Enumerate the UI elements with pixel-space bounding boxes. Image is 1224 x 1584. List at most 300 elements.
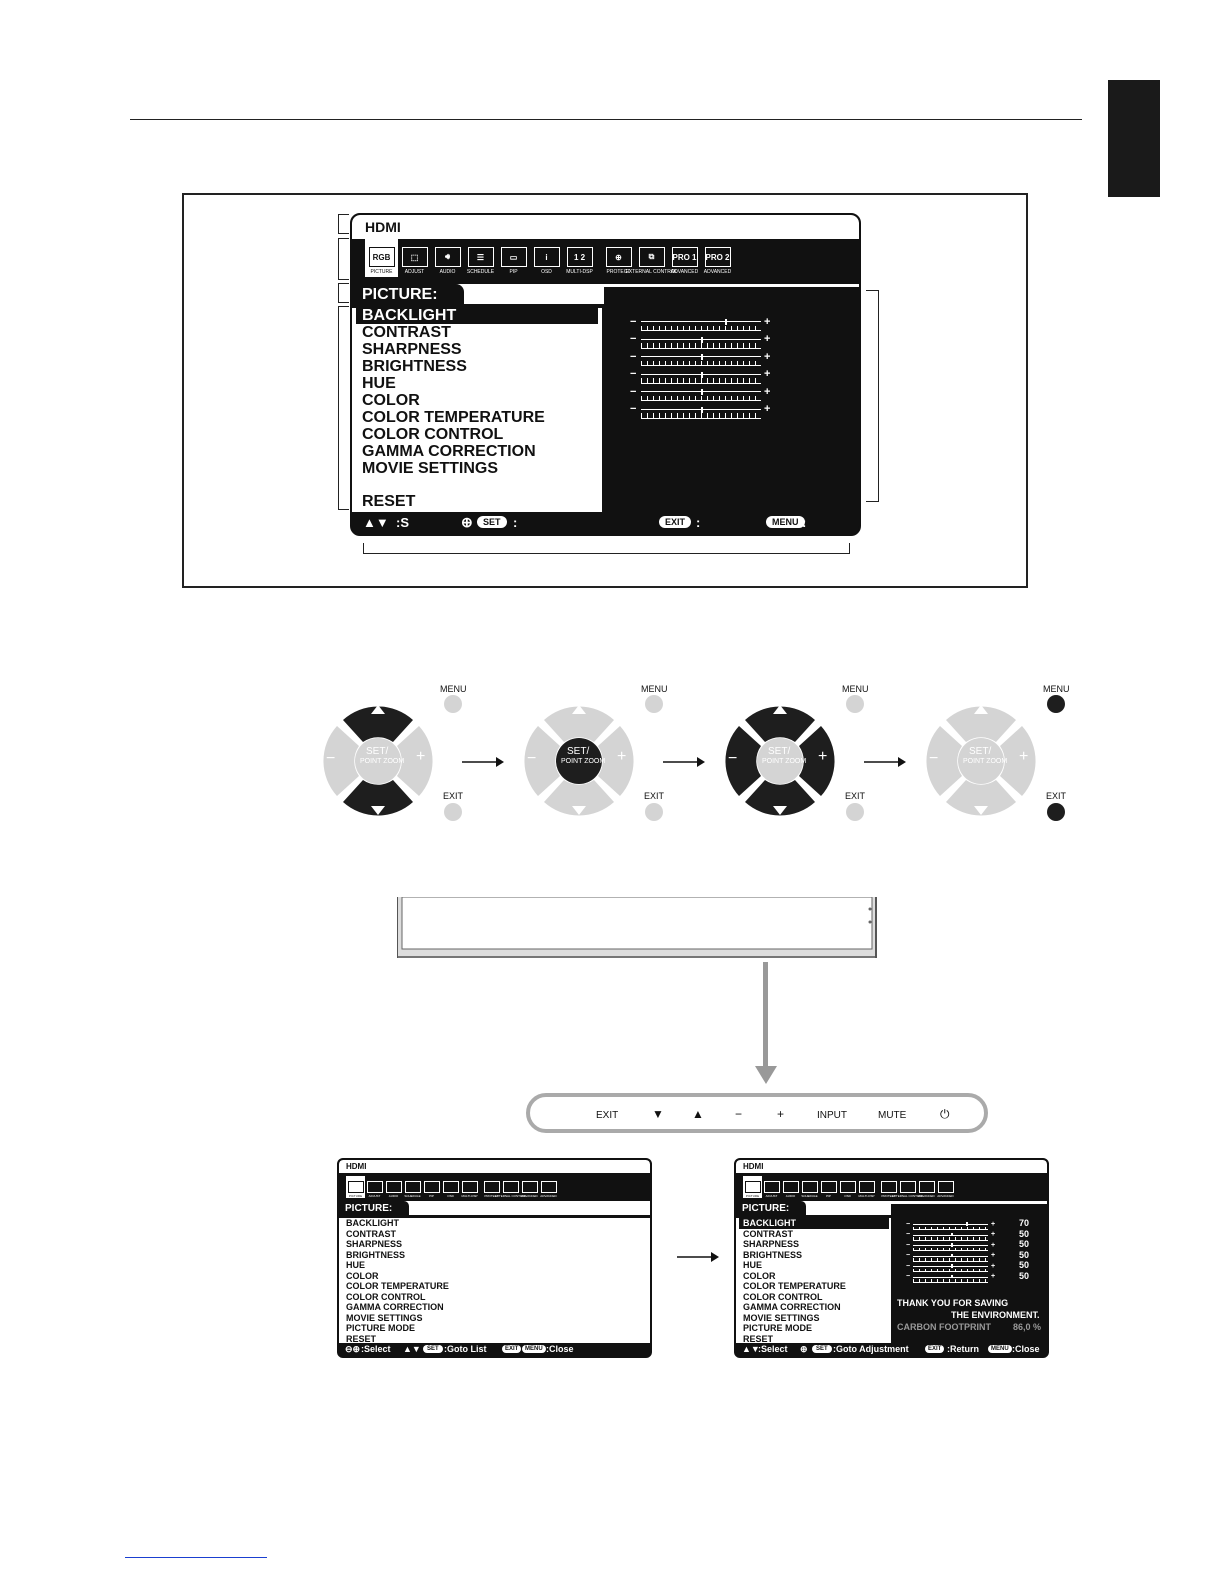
tab-adjust-icon: ⬚ [402, 247, 428, 267]
menu-item-sharpness[interactable]: SHARPNESS [362, 341, 462, 358]
adjust-slider[interactable] [630, 350, 780, 366]
tab-icon [938, 1181, 954, 1193]
tab-label: PIP [826, 1194, 831, 1198]
osd-tab-multi-dsp[interactable] [563, 239, 596, 277]
slider-thumb [966, 1222, 968, 1226]
exit-label: EXIT [644, 791, 665, 801]
osd-icon-bar [339, 1174, 650, 1200]
osd-input-title: HDMI [339, 1160, 650, 1173]
tab-label: PROTECT [881, 1194, 896, 1198]
tab-protect-icon: ⊕ [606, 247, 632, 267]
pad-minus-label: − [326, 750, 336, 767]
exit-pill: EXIT [659, 516, 691, 528]
slider-plus-icon: + [991, 1220, 996, 1228]
slider-plus-icon: + [764, 333, 771, 345]
slider-plus-icon: + [764, 385, 771, 398]
tab-icon [919, 1181, 935, 1193]
footer-close-text: :Close [546, 1344, 574, 1354]
menu-item-gamma-correction[interactable]: GAMMA CORRECTION [346, 1302, 444, 1312]
slider-plus-icon: + [991, 1252, 996, 1259]
pad-plus-label: + [416, 748, 426, 765]
slider-minus-icon: − [630, 385, 637, 398]
arrow-right-icon [462, 755, 504, 773]
slider-minus-icon: − [630, 368, 637, 380]
pad-down-button[interactable] [745, 780, 815, 816]
osd-icon-bar [736, 1174, 1047, 1200]
slider-plus-icon: + [991, 1273, 996, 1280]
slider-value: 50 [1019, 1270, 1030, 1281]
menu-item-contrast[interactable]: CONTRAST [362, 324, 451, 341]
menu-label: MENU [440, 684, 467, 694]
tab-label: PICTURE [348, 1194, 363, 1198]
osd-item-list [339, 1218, 652, 1346]
exit-pill: EXIT [502, 1345, 521, 1353]
exit-pill: EXIT [925, 1345, 944, 1353]
slider-thumb [951, 1275, 953, 1279]
tab-label: PROTECT [484, 1194, 499, 1198]
menu-item-backlight[interactable]: BACKLIGHT [346, 1218, 399, 1228]
pad-down-button[interactable] [946, 780, 1016, 816]
header-rule [130, 119, 1082, 120]
menu-item-movie-settings[interactable]: MOVIE SETTINGS [743, 1312, 820, 1323]
tab-multi-dsp-icon: 1 2 [567, 247, 593, 267]
tab-label: OSD [541, 269, 552, 275]
osd-tab-adjust[interactable] [365, 1176, 384, 1198]
slider-ticks [913, 1237, 988, 1241]
menu-item-hue[interactable]: HUE [362, 375, 396, 392]
slider-minus-icon: − [906, 1262, 911, 1270]
adjust-slider[interactable] [630, 368, 780, 384]
arrow-right-icon [663, 755, 705, 773]
osd-tab-pip[interactable] [819, 1176, 838, 1198]
menu-item-hue[interactable]: HUE [743, 1260, 763, 1270]
menu-item-color-temperature[interactable]: COLOR TEMPERATURE [346, 1281, 449, 1291]
bracket-title [338, 214, 349, 234]
menu-item-color-control[interactable]: COLOR CONTROL [346, 1291, 426, 1302]
osd-section-title: PICTURE: [339, 1201, 409, 1216]
footer-goto-text: :Goto List [444, 1344, 487, 1354]
thanks-message-1: THANK YOU FOR SAVING [897, 1298, 1009, 1308]
exit-button[interactable] [1047, 803, 1065, 821]
menu-label: MENU [641, 684, 668, 694]
slider-minus-icon: − [630, 315, 637, 328]
tab-label: SCHEDULE [801, 1194, 818, 1198]
slider-plus-icon: + [764, 368, 771, 380]
point-zoom-label: POINT ZOOM [963, 758, 1008, 765]
osd-footer [339, 1343, 650, 1356]
slider-thumb [701, 337, 703, 343]
bracket-icons [338, 238, 349, 280]
menu-item-reset[interactable]: RESET [346, 1333, 377, 1344]
tab-label: SCHEDULE [466, 269, 495, 275]
minus-plus-icon: ▲▼ [742, 1344, 760, 1354]
adjust-slider[interactable] [906, 1273, 1011, 1283]
slider-thumb [701, 372, 703, 378]
thanks-message-2: THE ENVIRONMENT. [951, 1310, 1040, 1320]
pad-up-button[interactable] [544, 705, 614, 742]
set-label: SET/ [366, 746, 389, 757]
tab-icon [821, 1181, 837, 1193]
pad-plus-label: + [1019, 748, 1029, 765]
footnote-link-rule [125, 1557, 267, 1558]
osd-tab-picture[interactable] [346, 1176, 365, 1198]
tab-label: ADJUST [404, 269, 425, 275]
slider-value: 50 [1019, 1228, 1030, 1239]
direction-pad-3[interactable] [715, 696, 845, 826]
control-button-4[interactable]: + [777, 1107, 785, 1121]
slider-ticks [913, 1258, 988, 1262]
osd-tab-audio[interactable] [781, 1176, 800, 1198]
slider-value: 50 [1019, 1249, 1030, 1260]
osd-tab-advanced[interactable] [539, 1176, 558, 1198]
tab-icon [745, 1181, 761, 1193]
menu-item-gamma-correction[interactable]: GAMMA CORRECTION [743, 1302, 841, 1312]
pad-up-button[interactable] [343, 705, 413, 742]
tab-label: EXTERNAL CONTROL [891, 1194, 924, 1198]
osd-tab-advanced[interactable] [917, 1176, 936, 1198]
osd-tab-multi-dsp[interactable] [857, 1176, 876, 1198]
osd-tab-multi-dsp[interactable] [460, 1176, 479, 1198]
slider-thumb [701, 389, 703, 395]
osd-tab-picture[interactable] [365, 239, 398, 277]
tab-icon [348, 1181, 364, 1193]
exit-button[interactable] [645, 803, 663, 821]
menu-item-brightness[interactable]: BRIGHTNESS [362, 358, 467, 375]
menu-button[interactable] [444, 695, 462, 713]
pad-up-button[interactable] [946, 705, 1016, 742]
slider-plus-icon: + [991, 1231, 996, 1238]
pad-plus-label: + [617, 748, 627, 765]
adjust-slider[interactable] [906, 1231, 1011, 1241]
exit-button[interactable] [444, 803, 462, 821]
tab-label: ADVANCED [918, 1194, 935, 1198]
tab-label: AUDIO [388, 1194, 399, 1198]
slider-minus-icon: − [906, 1231, 911, 1238]
exit-label: EXIT [1046, 791, 1067, 801]
slider-track [641, 321, 761, 322]
tab-label: EXTERNAL CONTROL [494, 1194, 527, 1198]
osd-tab-pip[interactable] [497, 239, 530, 277]
menu-item-movie-settings[interactable]: MOVIE SETTINGS [346, 1312, 423, 1323]
osd-item-list [352, 308, 602, 513]
slider-minus-icon: − [906, 1252, 911, 1259]
tab-advanced-icon: PRO 1 [672, 247, 698, 267]
osd-tab-external-control[interactable] [494, 1176, 527, 1198]
control-button-bar [526, 1093, 988, 1133]
osd-adjust-panel [891, 1204, 1049, 1345]
osd-tab-schedule[interactable] [464, 239, 497, 277]
tab-icon [783, 1181, 799, 1193]
slider-minus-icon: − [630, 350, 637, 363]
menu-item-color[interactable]: COLOR [362, 392, 420, 409]
osd-tab-external-control[interactable] [625, 239, 678, 277]
tab-osd-icon: i [534, 247, 560, 267]
adjust-slider[interactable] [906, 1252, 1011, 1262]
menu-item-contrast[interactable]: CONTRAST [743, 1228, 793, 1239]
slider-value: 70 [1019, 1218, 1030, 1228]
exit-label: EXIT [845, 791, 866, 801]
footer-select-text: :Select [361, 1344, 391, 1354]
osd-tab-audio[interactable] [431, 239, 464, 277]
menu-item-backlight[interactable]: BACKLIGHT [739, 1218, 889, 1229]
tab-icon [484, 1181, 500, 1193]
tab-label: EXTERNAL CONTROL [625, 269, 678, 275]
menu-item-picture-mode[interactable]: PICTURE MODE [743, 1323, 813, 1333]
updown-icon: ▲▼ [363, 515, 389, 530]
tab-schedule-icon: ☰ [468, 247, 494, 267]
control-button-5[interactable]: INPUT [817, 1110, 847, 1121]
tab-external-control-icon: ⧉ [639, 247, 665, 267]
menu-item-color[interactable]: COLOR [743, 1270, 776, 1281]
adjust-slider[interactable] [906, 1220, 1011, 1230]
slider-track [913, 1224, 988, 1225]
tab-icon [443, 1181, 459, 1193]
tab-icon [859, 1181, 875, 1193]
osd-tab-audio[interactable] [384, 1176, 403, 1198]
slider-value: 50 [1019, 1260, 1030, 1270]
osd-tab-adjust[interactable] [398, 239, 431, 277]
tab-label: PROTECT [606, 269, 631, 275]
set-label: SET/ [567, 746, 590, 757]
footer-colon: : [696, 515, 701, 530]
plus-circle-icon: ⊕ [461, 514, 473, 530]
menu-item-gamma-correction[interactable]: GAMMA CORRECTION [362, 443, 536, 460]
arrow-right-icon [677, 1250, 719, 1268]
slider-thumb [725, 319, 727, 325]
tab-label: MULTI-DSP [566, 269, 593, 275]
tab-label: MULTI-DSP [858, 1194, 875, 1198]
arrow-down-icon [755, 962, 777, 1091]
slider-minus-icon: − [906, 1220, 911, 1228]
carbon-footprint-value: 86,0 % [1013, 1322, 1042, 1332]
slider-plus-icon: + [764, 403, 771, 415]
tab-label: OSD [844, 1194, 851, 1198]
osd-tab-adjust[interactable] [762, 1176, 781, 1198]
tab-audio-icon: 🔊︎ [435, 247, 461, 267]
control-button-7[interactable]: ⏻ [940, 1107, 950, 1121]
osd-menu-small-list [337, 1158, 652, 1358]
menu-item-movie-settings[interactable]: MOVIE SETTINGS [362, 460, 499, 477]
footer-close-text: :Close [1012, 1344, 1040, 1354]
tab-label: ADJUST [765, 1194, 778, 1198]
footer-colon: : [802, 515, 807, 530]
osd-input-title: HDMI [352, 215, 859, 239]
osd-tab-schedule[interactable] [403, 1176, 422, 1198]
tab-advanced-icon: PRO 2 [705, 247, 731, 267]
tab-pip-icon: ▭ [501, 247, 527, 267]
control-button-1[interactable]: ▼ [652, 1107, 664, 1121]
menu-item-sharpness[interactable]: SHARPNESS [743, 1239, 800, 1249]
slider-minus-icon: − [906, 1241, 911, 1249]
tab-icon [764, 1181, 780, 1193]
osd-tab-pip[interactable] [422, 1176, 441, 1198]
menu-button[interactable] [645, 695, 663, 713]
slider-minus-icon: − [630, 333, 637, 345]
tab-icon [367, 1181, 383, 1193]
menu-item-color-temperature[interactable]: COLOR TEMPERATURE [743, 1281, 846, 1291]
exit-button[interactable] [846, 803, 864, 821]
slider-thumb [701, 407, 703, 413]
menu-item-color-temperature[interactable]: COLOR TEMPERATURE [362, 409, 545, 426]
tab-label: MULTI-DSP [461, 1194, 478, 1198]
minus-plus-icon: ⊖⊕ [345, 1344, 361, 1354]
footer-nav-icon: ▲▼ [403, 1344, 421, 1354]
tab-label: ADVANCED [703, 269, 732, 275]
menu-item-brightness[interactable]: BRIGHTNESS [346, 1249, 406, 1260]
direction-pad-2[interactable] [514, 696, 644, 826]
slider-ticks [913, 1248, 988, 1252]
tab-icon [503, 1181, 519, 1193]
osd-footer [736, 1343, 1047, 1356]
menu-item-reset[interactable]: RESET [743, 1333, 774, 1344]
control-button-0[interactable]: EXIT [596, 1110, 619, 1121]
tab-label: OSD [447, 1194, 454, 1198]
slider-thumb [701, 354, 703, 360]
osd-tab-advanced[interactable] [668, 239, 701, 277]
menu-item-color-control[interactable]: COLOR CONTROL [743, 1291, 823, 1302]
slider-ticks [641, 413, 761, 419]
slider-ticks [641, 378, 761, 384]
osd-tab-advanced[interactable] [701, 239, 734, 277]
pad-minus-label: − [527, 750, 537, 767]
slider-ticks [641, 326, 761, 332]
menu-item-sharpness[interactable]: SHARPNESS [346, 1239, 403, 1249]
adjust-slider[interactable] [630, 315, 780, 331]
slider-plus-icon: + [991, 1262, 996, 1270]
menu-button[interactable] [846, 695, 864, 713]
slider-plus-icon: + [764, 350, 771, 363]
slider-ticks [641, 396, 761, 402]
tab-label: ADVANCED [670, 269, 699, 275]
adjust-slider[interactable] [630, 333, 780, 349]
adjust-slider[interactable] [630, 403, 780, 419]
pad-down-button[interactable] [544, 780, 614, 816]
menu-item-reset[interactable]: RESET [362, 493, 416, 510]
control-button-2[interactable]: ▲ [692, 1107, 704, 1121]
footer-nav-icon: ⊕ [800, 1344, 808, 1354]
menu-button[interactable] [1047, 695, 1065, 713]
adjust-slider[interactable] [906, 1262, 1011, 1272]
menu-item-color[interactable]: COLOR [346, 1270, 379, 1281]
menu-pill: MENU [988, 1345, 1012, 1353]
osd-adjust-panel [604, 287, 861, 512]
chapter-tab [1108, 80, 1160, 197]
menu-pill: MENU [766, 516, 805, 528]
osd-tab-osd[interactable] [530, 239, 563, 277]
slider-thumb [951, 1243, 953, 1247]
tab-icon [522, 1181, 538, 1193]
pad-minus-label: − [728, 750, 738, 767]
tab-label: SCHEDULE [404, 1194, 421, 1198]
bracket-footer [363, 543, 850, 554]
control-button-6[interactable]: MUTE [878, 1110, 907, 1121]
osd-section-title: PICTURE: [352, 284, 464, 305]
bracket-list [338, 306, 349, 510]
osd-tab-schedule[interactable] [800, 1176, 819, 1198]
footer-colon: : [513, 515, 518, 530]
slider-ticks [913, 1269, 988, 1273]
menu-item-backlight[interactable]: BACKLIGHT [356, 308, 598, 324]
footer-goto-text: :Goto Adjustment [833, 1344, 909, 1354]
menu-item-picture-mode[interactable]: PICTURE MODE [346, 1323, 416, 1333]
pad-minus-label: − [929, 750, 939, 767]
adjust-slider[interactable] [906, 1241, 1011, 1251]
tab-icon [541, 1181, 557, 1193]
osd-footer [352, 512, 859, 534]
tab-label: PIP [509, 269, 518, 275]
osd-menu-small-adjust [734, 1158, 1049, 1358]
menu-item-hue[interactable]: HUE [346, 1260, 366, 1270]
osd-tab-osd[interactable] [441, 1176, 460, 1198]
bracket-panel [866, 290, 879, 502]
menu-label: MENU [1043, 684, 1070, 694]
slider-thumb [951, 1264, 953, 1268]
direction-pad-1[interactable] [313, 696, 443, 826]
slider-thumb [951, 1254, 953, 1258]
slider-ticks [913, 1279, 988, 1283]
tab-icon [405, 1181, 421, 1193]
tab-picture-icon: RGB [369, 247, 395, 267]
osd-tab-picture[interactable] [743, 1176, 762, 1198]
pad-up-button[interactable] [745, 705, 815, 742]
pad-plus-label: + [818, 748, 828, 765]
osd-section-title: PICTURE: [736, 1201, 806, 1216]
point-zoom-label: POINT ZOOM [360, 758, 405, 765]
tab-label: PICTURE [745, 1194, 760, 1198]
tab-label: ADVANCED [540, 1194, 557, 1198]
osd-tab-osd[interactable] [838, 1176, 857, 1198]
tab-icon [881, 1181, 897, 1193]
footer-select-text: :S [396, 515, 409, 530]
slider-ticks [641, 361, 761, 367]
tab-icon [462, 1181, 478, 1193]
osd-input-title: HDMI [736, 1160, 1047, 1173]
point-zoom-label: POINT ZOOM [762, 758, 807, 765]
menu-item-brightness[interactable]: BRIGHTNESS [743, 1249, 803, 1260]
set-label: SET/ [969, 746, 992, 757]
tab-icon [386, 1181, 402, 1193]
carbon-footprint-label: CARBON FOOTPRINT [897, 1322, 991, 1332]
set-label: SET/ [768, 746, 791, 757]
footer-select-text: :Select [758, 1344, 788, 1354]
slider-ticks [641, 343, 761, 349]
osd-tab-advanced[interactable] [520, 1176, 539, 1198]
monitor-bottom-illustration [397, 897, 877, 958]
slider-plus-icon: + [991, 1241, 996, 1249]
control-button-3[interactable]: − [735, 1107, 743, 1121]
bracket-section [338, 283, 349, 303]
tab-label: ADJUST [368, 1194, 381, 1198]
set-pill: SET [812, 1345, 832, 1353]
tab-label: AUDIO [439, 269, 456, 275]
slider-thumb [951, 1233, 953, 1237]
osd-menu-large [350, 213, 861, 536]
footer-return-text: :Return [947, 1344, 979, 1354]
pad-down-button[interactable] [343, 780, 413, 816]
point-zoom-label: POINT ZOOM [561, 758, 606, 765]
menu-item-contrast[interactable]: CONTRAST [346, 1228, 396, 1239]
menu-item-color-control[interactable]: COLOR CONTROL [362, 426, 504, 443]
adjust-slider[interactable] [630, 385, 780, 401]
exit-label: EXIT [443, 791, 464, 801]
direction-pad-4[interactable] [916, 696, 1046, 826]
slider-minus-icon: − [630, 403, 637, 415]
tab-label: ADVANCED [937, 1194, 954, 1198]
set-pill: SET [477, 516, 507, 528]
osd-tab-external-control[interactable] [891, 1176, 924, 1198]
osd-tab-advanced[interactable] [936, 1176, 955, 1198]
osd-item-list [736, 1218, 891, 1346]
